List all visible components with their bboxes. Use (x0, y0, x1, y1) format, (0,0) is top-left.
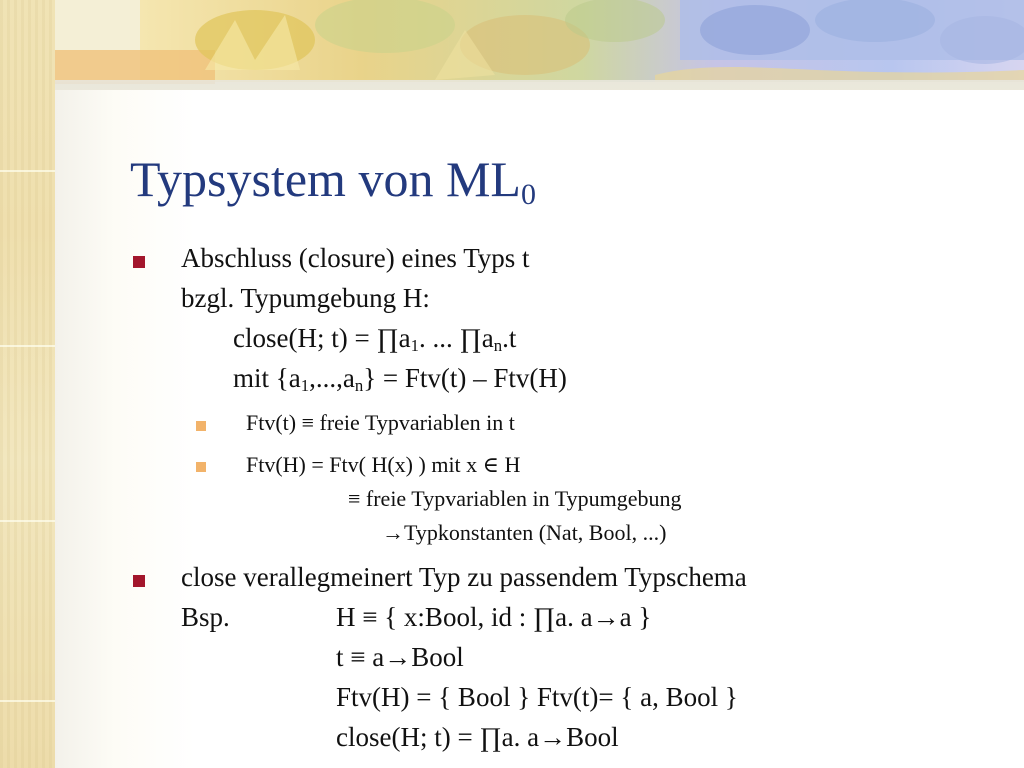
sub-bullet-line: Ftv(t) ≡ freie Typvariablen in t (246, 410, 515, 435)
formula-line: close(H; $t) = \prod a_1$. ... $\prod a_n.t$ (233, 323, 517, 356)
example-line: Ftv(H) = { Bool } Ftv(t)= { a, Bool } (336, 682, 738, 712)
example-label: Bsp. (181, 602, 230, 632)
example-line: t ≡ a→Bool (336, 642, 464, 672)
slide-title: Typsystem von $ML_0$ (130, 151, 536, 211)
bullet-square-icon (133, 256, 145, 268)
example-line: H ≡ { x:Bool, id : ∏a. a→a } (336, 602, 652, 632)
top-decorative-banner (55, 0, 1024, 90)
sub-bullet-square-icon (196, 462, 206, 472)
sub-bullet-square-icon (196, 421, 206, 431)
bullet-line: close verallegmeinert Typ zu passendem Typschema (181, 562, 747, 592)
banner-artwork (55, 0, 1024, 90)
bullet-square-icon (133, 575, 145, 587)
sub-bullet-line: →Typkonstanten (Nat, Bool, ...) (382, 520, 667, 545)
sub-bullet-line: ≡ freie Typvariablen in Typumgebung (348, 486, 682, 511)
left-decorative-strip (0, 0, 55, 768)
example-line: close(H; t) = ∏a. a→Bool (336, 722, 619, 752)
bullet-line: bzgl. Typumgebung H: (181, 283, 430, 313)
bullet-line: Abschluss (closure) eines Typs t (181, 243, 530, 273)
sub-bullet-line: Ftv(H) = Ftv( H(x) ) mit x ∈ H (246, 452, 521, 477)
formula-line: mit $\{a_1,...,a_n\} = Ftv(t) - Ftv(H)$ (233, 363, 567, 396)
